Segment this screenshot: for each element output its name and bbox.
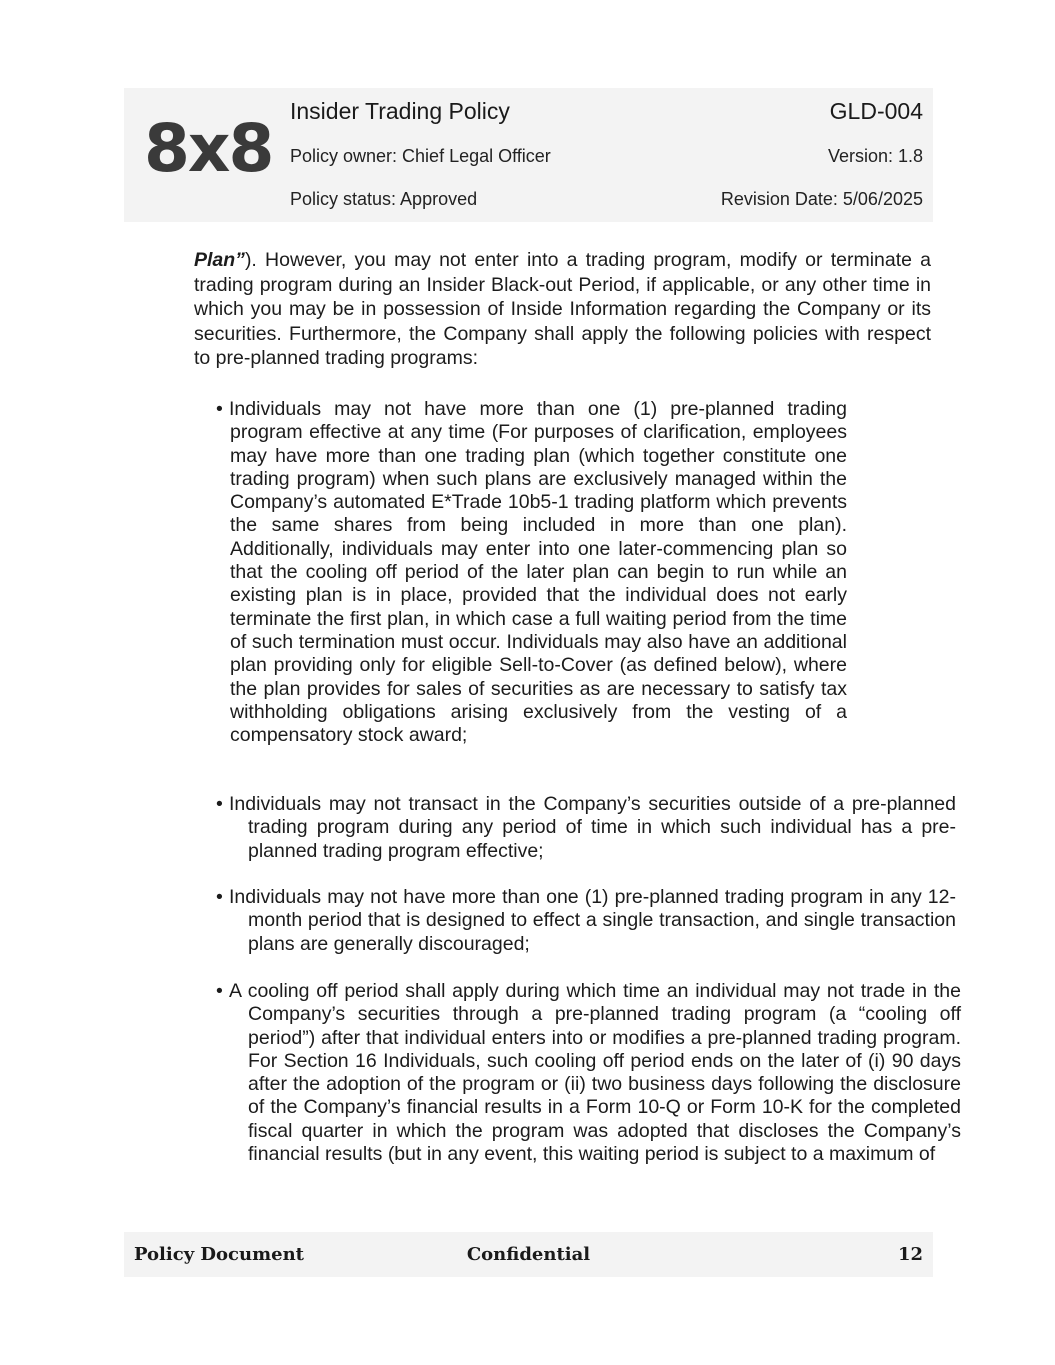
bullet-text: Individuals may not transact in the Company’s securities outside of a pre-planned trading program during any period of time in which such individual has a pre-planned trading program effective; — [229, 793, 956, 862]
list-item — [216, 793, 956, 863]
header-title-row — [290, 98, 923, 125]
policy-title: Insider Trading Policy — [290, 98, 510, 124]
list-item — [216, 886, 956, 956]
lead-paragraph — [194, 248, 931, 371]
bullet-icon: • — [216, 398, 223, 420]
bullet-text: A cooling off period shall apply during which time an individual may not trade in the Company’s securities through a pre-planned trading program (a “cooling off period”) after that individual enters into or modifies a pre-planned trading program. For Section 16 Individuals, such cooling off period ends on the later of (i) 90 days after the adoption of the program or (ii) two business days following the disclosure of the Company’s financial results in a Form 10-Q or Form 10-K for the completed fiscal quarter in which the program was adopted that discloses the Company’s financial results (but in any event, this waiting period is subject to a maximum of — [229, 980, 961, 1166]
bullet-icon: • — [216, 886, 223, 908]
bullet-text: Individuals may not have more than one (1) pre-planned trading program effective at any time (For purposes of clarification, employees may have more than one trading plan (which together constitute one trading program) when such plans are exclusively managed within the Company’s automated E*Trade 10b5-1 trading platform which prevents the same shares from being included in more than one plan). Additionally, individuals may enter into one later-commencing plan so that the cooling off period of the later plan can begin to run while an existing plan is in place, provided that the individual does not early terminate the first plan, in which case a full waiting period from the time of such termination must occur. Individuals may also have an additional plan providing only for eligible Sell-to-Cover (as defined below), where the plan provides for sales of securities as are necessary to satisfy tax withholding obligations arising exclusively from the vesting of a compensatory stock award; — [229, 398, 847, 747]
list-item — [216, 980, 961, 1166]
document-body — [194, 248, 961, 1166]
policy-version: Version: 1.8 — [827, 146, 923, 166]
revision-date: Revision Date: 5/06/2025 — [720, 189, 923, 209]
list-item — [216, 398, 847, 747]
document-footer — [124, 1232, 933, 1277]
bullet-icon: • — [216, 980, 223, 1002]
lead-text: ). However, you may not enter into a trading program, modify or terminate a trading program during an Insider Black-out Period, if applicable, or any other time in which you may be in possession of Inside Information regarding the Company or its securities. Furthermore, the Company shall apply the following policies with respect to pre-planned trading programs: — [194, 249, 931, 369]
bullet-text: Individuals may not have more than one (1) pre-planned trading program in any 12-month period that is designed to effect a single transaction, and single transaction plans are generally discouraged; — [229, 886, 956, 955]
policy-status: Policy status: Approved — [290, 189, 478, 209]
header-status-row — [290, 189, 923, 210]
header-owner-row — [290, 146, 923, 167]
policy-owner: Policy owner: Chief Legal Officer — [290, 146, 551, 166]
policy-doc-id: GLD-004 — [829, 98, 923, 124]
footer-label: Policy Document — [134, 1244, 304, 1265]
confidential-label: Confidential — [466, 1244, 591, 1265]
page-number: 12 — [897, 1244, 923, 1265]
bullet-icon: • — [216, 793, 223, 815]
document-header — [124, 88, 933, 222]
company-logo: 8x8 — [144, 110, 273, 187]
lead-bold-text: Plan” — [194, 249, 245, 271]
